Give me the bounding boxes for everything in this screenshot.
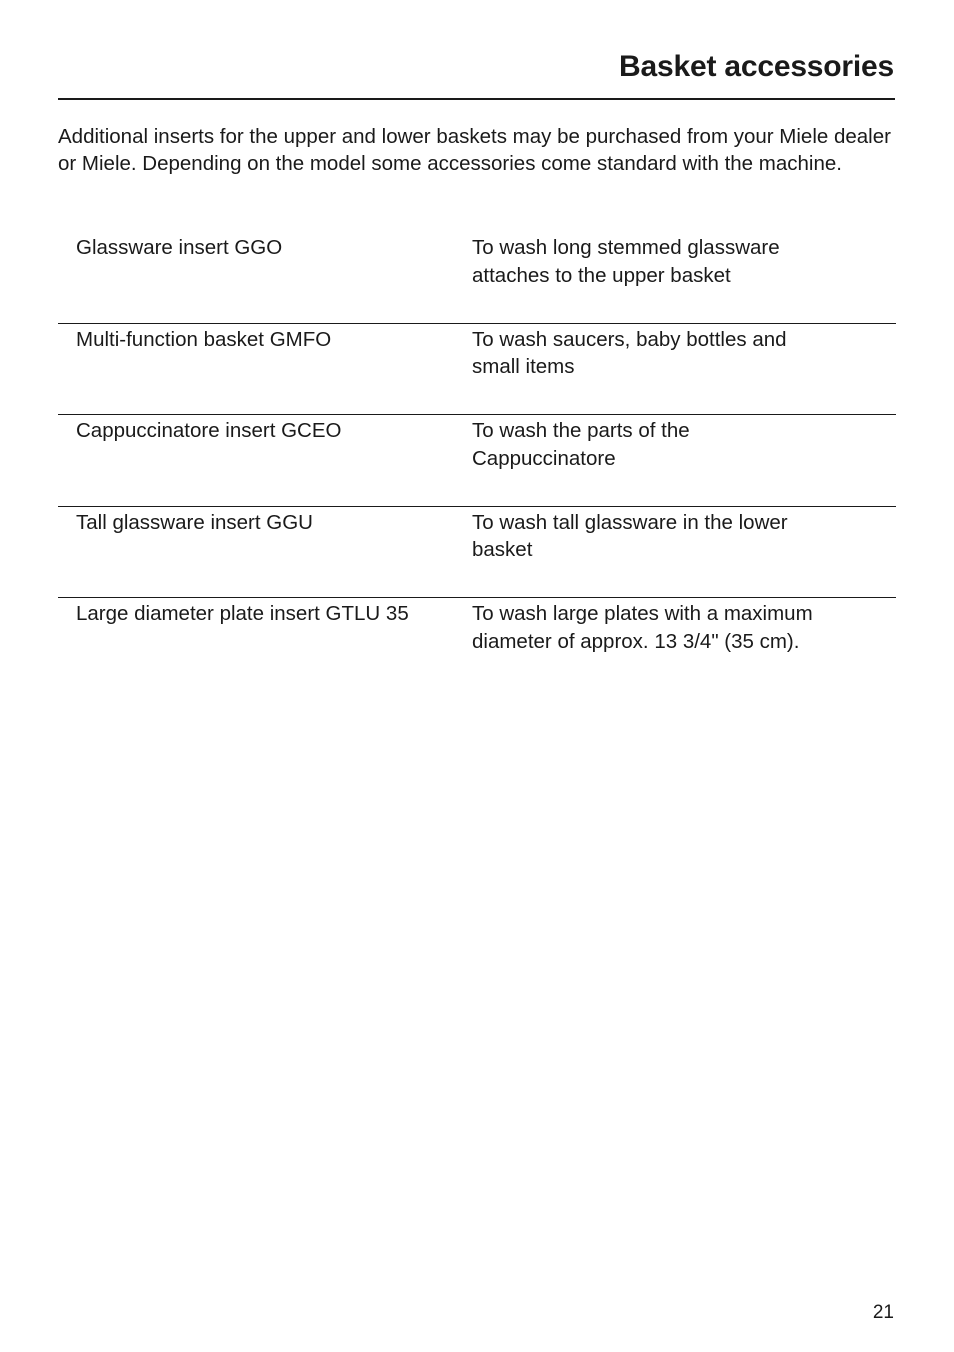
accessory-description	[472, 234, 872, 323]
description-line: diameter of approx. 13 3/4" (35 cm).	[472, 629, 800, 653]
accessories-table	[58, 232, 896, 690]
description-line: small items	[472, 355, 575, 378]
accessory-name: Glassware insert GGO	[76, 236, 283, 259]
description-line: attaches to the upper basket	[472, 263, 731, 287]
page-title: Basket accessories	[619, 50, 894, 83]
description-line: basket	[472, 538, 533, 561]
description-line: To wash large plates with a maximum	[472, 602, 813, 625]
accessory-name: Cappuccinatore insert GCEO	[76, 419, 342, 442]
table-row	[58, 232, 896, 324]
accessory-description	[472, 509, 872, 598]
table-row	[58, 324, 896, 416]
title-divider	[58, 98, 895, 100]
table-row	[58, 415, 896, 507]
description-line: To wash the parts of the	[472, 419, 690, 442]
description-line: To wash long stemmed glassware	[472, 236, 780, 259]
accessory-name: Tall glassware insert GGU	[76, 510, 313, 534]
description-line: To wash tall glassware in the lower	[472, 510, 788, 534]
accessory-name: Large diameter plate insert GTLU 35	[76, 602, 409, 625]
accessory-description	[472, 417, 872, 506]
page-number: 21	[872, 1302, 894, 1323]
accessory-description	[472, 326, 872, 415]
description-line: Cappuccinatore	[472, 446, 616, 470]
accessory-description	[472, 600, 872, 690]
table-row	[58, 507, 896, 599]
accessory-name: Multi-function basket GMFO	[76, 327, 332, 351]
table-row	[58, 598, 896, 690]
description-line: To wash saucers, baby bottles and	[472, 327, 787, 351]
intro-paragraph: Additional inserts for the upper and lower baskets may be purchased from your Miele dealer or Miele. Depending on the model some accessories come standard with the machine.	[58, 125, 891, 175]
